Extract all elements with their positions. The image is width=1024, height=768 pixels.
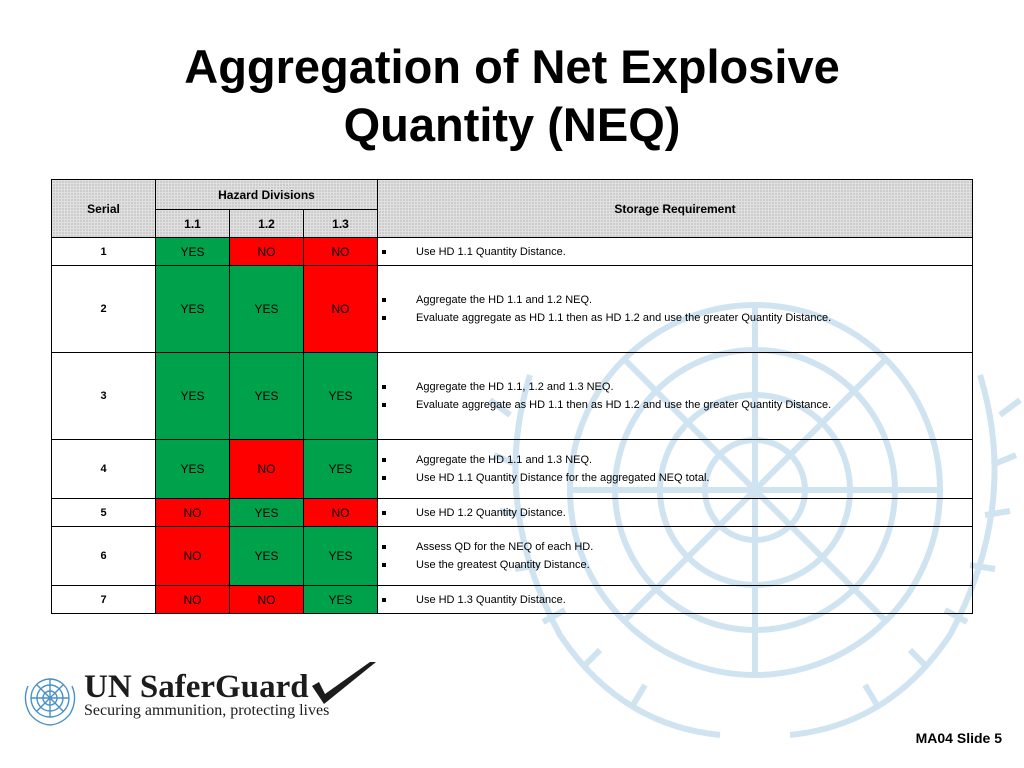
checkmark-icon xyxy=(310,660,378,706)
hd-1-3-cell: NO xyxy=(304,266,378,353)
serial-cell: 1 xyxy=(52,238,156,266)
hd-1-2-cell: YES xyxy=(230,499,304,527)
serial-cell: 5 xyxy=(52,499,156,527)
storage-requirement-cell xyxy=(378,527,973,586)
serial-cell: 6 xyxy=(52,527,156,586)
hd-1-1-cell: YES xyxy=(156,440,230,499)
logo-wordmark: UN SaferGuard xyxy=(84,669,309,705)
hd-1-1-cell: YES xyxy=(156,353,230,440)
hd-1-2-cell: YES xyxy=(230,353,304,440)
requirement-item: Use HD 1.1 Quantity Distance. xyxy=(378,243,972,261)
neq-aggregation-table xyxy=(51,179,973,614)
requirement-item: Use HD 1.3 Quantity Distance. xyxy=(378,591,972,609)
hd-1-1-cell: NO xyxy=(156,527,230,586)
requirement-item: Evaluate aggregate as HD 1.1 then as HD 1.2 and use the greater Quantity Distance. xyxy=(378,309,972,327)
table-row xyxy=(52,586,973,614)
serial-cell: 3 xyxy=(52,353,156,440)
hd-1-2-cell: YES xyxy=(230,527,304,586)
slide-title-line-2: Quantity (NEQ) xyxy=(343,98,681,151)
storage-requirement-cell xyxy=(378,440,973,499)
hd-1-2-cell: NO xyxy=(230,238,304,266)
hd-1-1-cell: NO xyxy=(156,499,230,527)
hd-1-2-cell: YES xyxy=(230,266,304,353)
requirement-item: Use HD 1.1 Quantity Distance for the aggregated NEQ total. xyxy=(378,469,972,487)
hd-1-3-cell: NO xyxy=(304,238,378,266)
hd-1-3-cell: YES xyxy=(304,586,378,614)
slide-number: MA04 Slide 5 xyxy=(915,730,1002,746)
table-header-row xyxy=(52,180,973,210)
storage-requirement-cell xyxy=(378,238,973,266)
table-row xyxy=(52,353,973,440)
storage-requirement-cell xyxy=(378,586,973,614)
logo-tagline: Securing ammunition, protecting lives xyxy=(84,702,330,719)
serial-cell: 4 xyxy=(52,440,156,499)
hd-1-3-cell: YES xyxy=(304,527,378,586)
hd-1-1-cell: YES xyxy=(156,238,230,266)
storage-requirement-cell xyxy=(378,353,973,440)
table-row xyxy=(52,499,973,527)
storage-requirement-cell xyxy=(378,266,973,353)
requirement-item: Aggregate the HD 1.1 and 1.3 NEQ. xyxy=(378,451,972,469)
requirement-item: Aggregate the HD 1.1 and 1.2 NEQ. xyxy=(378,291,972,309)
slide-title xyxy=(0,38,1024,154)
hd-1-1-cell: NO xyxy=(156,586,230,614)
hd-1-1-cell: YES xyxy=(156,266,230,353)
hd-1-2-cell: NO xyxy=(230,586,304,614)
serial-cell: 7 xyxy=(52,586,156,614)
hd-1-1-header: 1.1 xyxy=(156,210,230,238)
hd-1-3-cell: YES xyxy=(304,353,378,440)
requirement-item: Use the greatest Quantity Distance. xyxy=(378,556,972,574)
un-emblem-icon xyxy=(22,670,78,726)
table-row xyxy=(52,266,973,353)
storage-requirement-header: Storage Requirement xyxy=(378,180,973,238)
hazard-divisions-header: Hazard Divisions xyxy=(156,180,378,210)
serial-cell: 2 xyxy=(52,266,156,353)
hd-1-3-cell: YES xyxy=(304,440,378,499)
hd-1-3-cell: NO xyxy=(304,499,378,527)
hd-1-2-cell: NO xyxy=(230,440,304,499)
requirement-item: Use HD 1.2 Quantity Distance. xyxy=(378,504,972,522)
serial-header: Serial xyxy=(52,180,156,238)
requirement-item: Assess QD for the NEQ of each HD. xyxy=(378,538,972,556)
table-row xyxy=(52,527,973,586)
storage-requirement-cell xyxy=(378,499,973,527)
table-row xyxy=(52,440,973,499)
table-row xyxy=(52,238,973,266)
slide-title-line-1: Aggregation of Net Explosive xyxy=(184,40,840,93)
hd-1-3-header: 1.3 xyxy=(304,210,378,238)
requirement-item: Evaluate aggregate as HD 1.1 then as HD 1.2 and use the greater Quantity Distance. xyxy=(378,396,972,414)
hd-1-2-header: 1.2 xyxy=(230,210,304,238)
un-saferguard-logo xyxy=(22,668,382,724)
requirement-item: Aggregate the HD 1.1, 1.2 and 1.3 NEQ. xyxy=(378,378,972,396)
